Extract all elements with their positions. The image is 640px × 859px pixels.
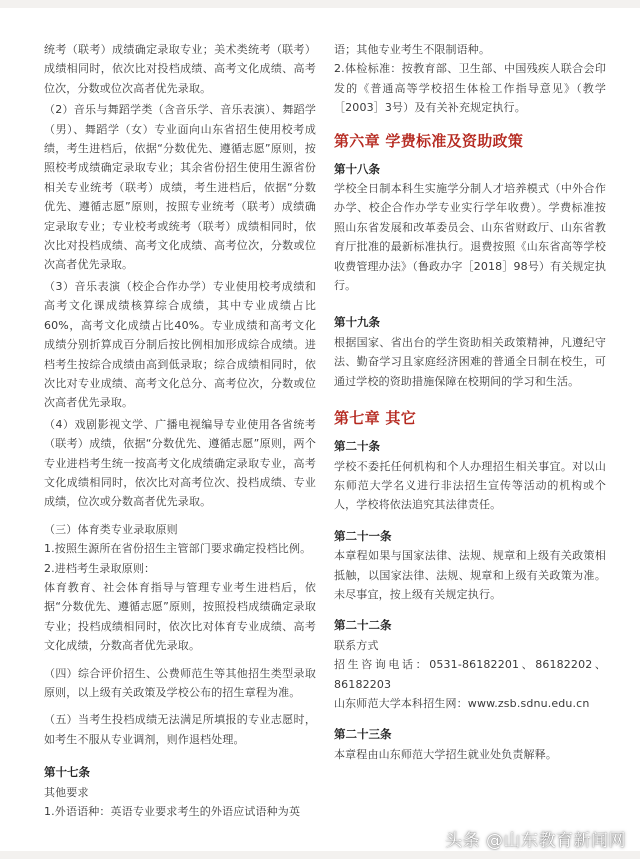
article-heading: 第二十三条 xyxy=(334,727,392,742)
paragraph: 学校全日制本科生实施学分制人才培养模式（中外合作办学、校企合作办学专业实行学年收费）。学费标准按照山东省发展和改革委员会、山东省财政厅、山东省教育厅批准的最新标准执行。退费按照《山东省高等学校收费管理办法》（鲁政办字［2018］98号）有关规定执行。 xyxy=(334,182,606,293)
paragraph: 1.按照生源所在省份招生主管部门要求确定投档比例。 xyxy=(44,542,312,556)
paragraph: 2.体检标准：按教育部、卫生部、中国残疾人联合会印发的《普通高等学校招生体检工作指导意见》（教学［2003］3号）及有关补充规定执行。 xyxy=(334,62,606,115)
chapter-title: 第七章 其它 xyxy=(334,409,417,428)
paragraph: 其他要求 xyxy=(44,785,89,799)
paragraph: （2）音乐与舞蹈学类（含音乐学、音乐表演）、舞蹈学（男）、舞蹈学（女）专业面向山东省招生使用校考成绩，考生进档后，依据“分数优先、遵循志愿”原则，按照校考成绩确定录取专业；其余省份招生使用生源省份相关专业统考（联考）成绩，考生进档后，依据“分数优先、遵循志愿”原则，按照专业统考（联考）成绩确定录取专业；专业校考或统考（联考）成绩相同时，依次比对投档成绩、高考文化成绩、高考位次，分数或位次高者优先录取。 xyxy=(44,103,316,272)
paragraph: 统考（联考）成绩确定录取专业；美术类统考（联考）成绩相同时，依次比对投档成绩、高考文化成绩、高考位次，分数或位次高者优先录取。 xyxy=(44,43,316,95)
paragraph: （4）戏剧影视文学、广播电视编导专业使用各省统考（联考）成绩，依据“分数优先、遵循志愿”原则，两个专业进档考生统一按高考文化成绩确定录取专业，高考文化成绩相同时，依次比对高考位次、投档成绩、专业成绩，位次或分数高者优先录取。 xyxy=(44,417,316,509)
contact-phone: 招生咨询电话：0531-86182201、86182202、86182203 xyxy=(334,658,606,691)
page-top-edge xyxy=(0,0,640,8)
article-heading: 第二十二条 xyxy=(334,618,392,633)
page-bottom-edge xyxy=(0,851,640,859)
watermark: 头条 @山东教育新闻网 xyxy=(445,831,626,851)
paragraph: 根据国家、省出台的学生资助相关政策精神，凡遵纪守法、勤奋学习且家庭经济困难的普通全日制在校生，可通过学校的资助措施保障在校期间的学习和生活。 xyxy=(334,335,606,388)
paragraph: 1.外语语种：英语专业要求考生的外语应试语种为英 xyxy=(44,805,301,819)
left-column xyxy=(44,40,316,821)
right-column xyxy=(334,40,606,764)
paragraph: 语；其他专业考生不限制语种。 xyxy=(334,43,491,56)
article-heading: 第十九条 xyxy=(334,315,380,330)
article-heading: 第十八条 xyxy=(334,161,380,176)
article-heading: 第二十一条 xyxy=(334,528,392,543)
paragraph: 联系方式 xyxy=(334,638,379,652)
paragraph: 体育教育、社会体育指导与管理专业考生进档后，依据“分数优先、遵循志愿”原则，按照投档成绩确定录取专业；投档成绩相同时，依次比对体育专业成绩、高考文化成绩，分数高者优先录取。 xyxy=(44,580,316,653)
paragraph: （四）综合评价招生、公费师范生等其他招生类型录取原则，以上级有关政策及学校公布的招生章程为准。 xyxy=(44,666,316,699)
paragraph: （五）当考生投档成绩无法满足所填报的专业志愿时，如考生不服从专业调剂，则作退档处理。 xyxy=(44,713,316,746)
chapter-title: 第六章 学费标准及资助政策 xyxy=(334,131,524,150)
article-heading: 第十七条 xyxy=(44,765,90,780)
contact-website: 山东师范大学本科招生网：www.zsb.sdnu.edu.cn xyxy=(334,696,590,710)
article-heading: 第二十条 xyxy=(334,439,380,454)
paragraph: 2.进档考生录取原则： xyxy=(44,561,156,575)
paragraph: 本章程如果与国家法律、法规、规章和上级有关政策相抵触，以国家法律、法规、规章和上级有关政策为准。未尽事宜，按上级有关规定执行。 xyxy=(334,549,606,601)
paragraph: 本章程由山东师范大学招生就业处负责解释。 xyxy=(334,747,557,761)
paragraph: 学校不委托任何机构和个人办理招生相关事宜。对以山东师范大学名义进行非法招生宣传等活动的机构或个人，学校将依法追究其法律责任。 xyxy=(334,459,606,512)
paragraph: （3）音乐表演（校企合作办学）专业使用校考成绩和高考文化课成绩核算综合成绩，其中专业成绩占比60%，高考文化成绩占比40%。专业成绩和高考文化成绩分别折算成百分制后按比例相加形成综合成绩。进档考生按综合成绩由高到低录取；综合成绩相同时，依次比对专业成绩、高考文化总分、高考位次，分数或位次高者优先录取。 xyxy=(44,279,316,410)
section-heading: （三）体育类专业录取原则 xyxy=(44,522,178,536)
